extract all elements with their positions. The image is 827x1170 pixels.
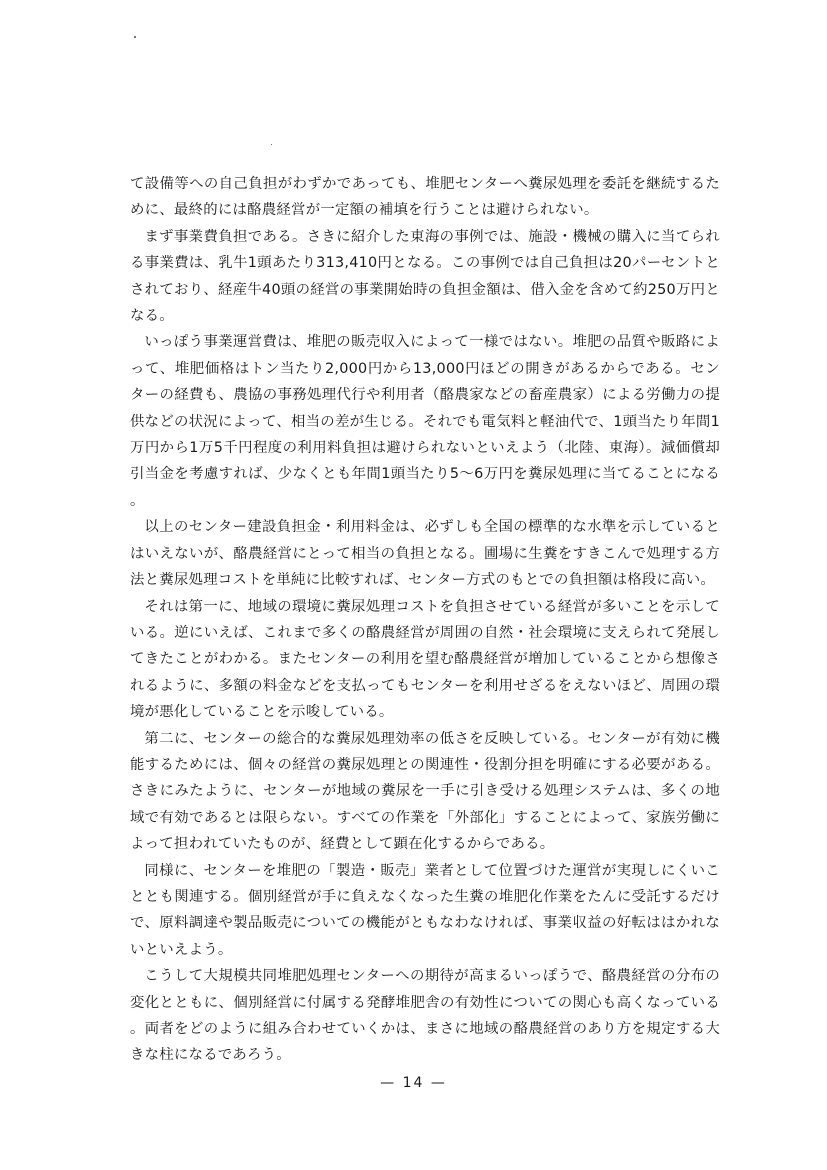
page-number: — 14 — [380, 1075, 447, 1091]
paragraph: 同様に、センターを堆肥の「製造・販売」業者として位置づけた運営が実現しにくいこととも関連する。個別経営が手に負えなくなった生糞の堆肥化作業をたんに受託するだけで、原料調達や製品販売についての機能がともなわなければ、事業収益の好転ははかれないといえよう。 [130, 862, 720, 958]
paragraph: て設備等への自己負担がわずかであっても、堆肥センターへ糞尿処理を委託を継続するために、最終的には酪農経営が一定額の補填を行うことは避けられない。 [130, 176, 720, 219]
paragraph: まず事業費負担である。さきに紹介した東海の事例では、施設・機械の購入に当てられる事業費は、乳牛1頭あたり313,410円となる。この事例では自己負担は20パーセントとされており、経産牛40頭の経営の事業開始時の負担金額は、借入金を含めて約250万円となる。 [130, 228, 720, 325]
paragraph: 第二に、センターの総合的な糞尿処理効率の低さを反映している。センターが有効に機能するためには、個々の経営の糞尿処理との関連性・役割分担を明確にする必要がある。さきにみたように、センターが地域の糞尿を一手に引き受ける処理システムは、多くの地域で有効であるとは限らない。すべての作業を「外部化」することによって、家族労働によって担われていたものが、経費として顕在化するからである。 [130, 730, 720, 853]
paragraph: いっぽう事業運営費は、堆肥の販売収入によって一様ではない。堆肥の品質や販路によって、堆肥価格はトン当たり2,000円から13,000円ほどの開きがあるからである。センターの経費も、農協の事務処理代行や利用者（酪農家などの畜産農家）による労働力の提供などの状況によって、相当の差が生じる。それでも電気料と軽油代で、1頭当たり年間1万円から1万5千円程度の利用料負担は避けられないといえよう（北陸、東海）。減価償却引当金を考慮すれば、少なくとも年間1頭当たり5～6万円を糞尿処理に当てることになる。 [130, 334, 720, 509]
paragraph: こうして大規模共同堆肥処理センターへの期待が高まるいっぽうで、酪農経営の分布の変化とともに、個別経営に付属する発酵堆肥舎の有効性についての関心も高くなっている。両者をどのように組み合わせていくかは、まさに地域の酪農経営のあり方を規定する大きな柱になるであろう。 [130, 968, 720, 1064]
scan-speck [134, 36, 136, 38]
paragraph: 以上のセンター建設負担金・利用料金は、必ずしも全国の標準的な水準を示しているとはいえないが、酪農経営にとって相当の負担となる。圃場に生糞をすきこんで処理する方法と糞尿処理コストを単純に比較すれば、センター方式のもとでの負担額は格段に高い。 [130, 519, 720, 589]
body-text [130, 171, 720, 1069]
paragraph: それは第一に、地域の環境に糞尿処理コストを負担させている経営が多いことを示している。逆にいえば、これまで多くの酪農経営が周囲の自然・社会環境に支えられて発展してきたことがわかる。またセンターの利用を望む酪農経営が増加していることから想像されるように、多額の料金などを支払ってもセンターを利用せざるをえないほど、周囲の環境が悪化していることを示唆している。 [130, 598, 720, 721]
scan-speck [271, 144, 272, 145]
